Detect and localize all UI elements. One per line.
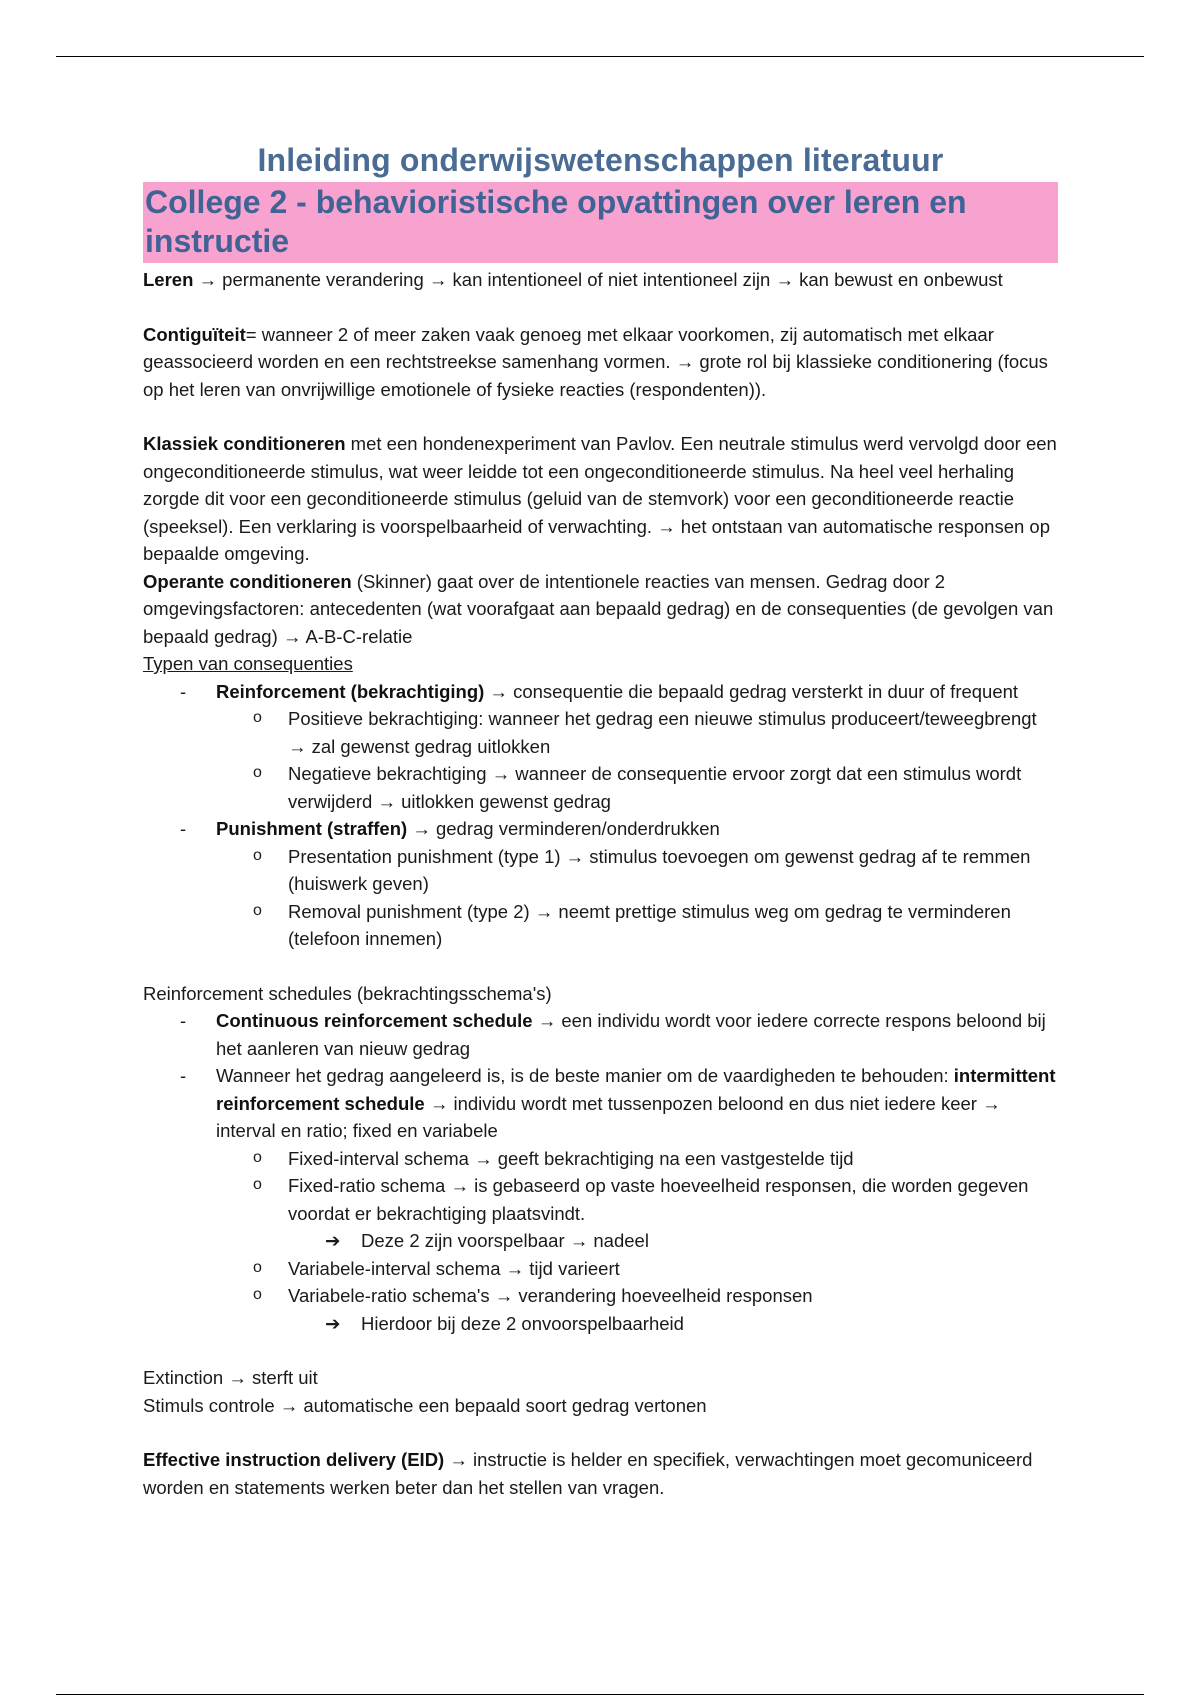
term-klassiek: Klassiek conditioneren <box>143 433 346 454</box>
bottom-rule <box>56 1694 1144 1695</box>
document-page <box>143 140 1058 1501</box>
list-item <box>143 1062 1058 1145</box>
paragraph-klassiek <box>143 430 1058 568</box>
term-reinforcement: Reinforcement (bekrachtiging) <box>216 680 485 702</box>
paragraph-contiguiteit <box>143 321 1058 404</box>
list-item <box>143 678 1058 706</box>
text-reinforcement: → consequentie die bepaald gedrag versterkt in duur of frequent <box>484 680 1019 702</box>
list-item: o Negatieve bekrachtiging → wanneer de consequentie ervoor zorgt dat een stimulus wordt verwijderd → uitlokken gewenst gedrag <box>143 760 1058 815</box>
term-continuous: Continuous reinforcement schedule <box>216 1010 533 1031</box>
term-punishment: Punishment (straffen) <box>216 818 408 839</box>
arrow-note: ➔ Hierdoor bij deze 2 onvoorspelbaarheid <box>143 1310 1058 1338</box>
term-leren: Leren <box>143 269 194 290</box>
text-continuous: → een individu wordt voor iedere correcte respons beloond bij het aanleren van nieuw gedrag <box>216 1010 1046 1059</box>
list-item: o Fixed-ratio schema → is gebaseerd op vaste hoeveelheid responsen, die worden gegeven voordat er bekrachtiging plaatsvindt. <box>143 1172 1058 1227</box>
paragraph-operant <box>143 568 1058 651</box>
arrow-note: ➔ Deze 2 zijn voorspelbaar → nadeel <box>143 1227 1058 1255</box>
list-item: o Removal punishment (type 2) → neemt prettige stimulus weg om gedrag te verminderen (telefoon innemen) <box>143 898 1058 953</box>
text-operant: (Skinner) gaat over de intentionele reacties van mensen. Gedrag door 2 omgevingsfactoren: antecedenten (wat voorafgaat aan bepaald gedrag) en de consequenties (de gevolgen van bepaald gedrag) → A-B-C-relatie <box>143 570 1054 647</box>
list-item: o Presentation punishment (type 1) → stimulus toevoegen om gewenst gedrag af te remmen (huiswerk geven) <box>143 843 1058 898</box>
college-heading: College 2 - behavioristische opvattingen over leren en instructie <box>143 182 1058 263</box>
text-intermittent: → individu wordt met tussenpozen beloond en dus niet iedere keer → interval en ratio; fixed en variabele <box>216 1092 1001 1141</box>
text-intermittent-pre: Wanneer het gedrag aangeleerd is, is de beste manier om de vaardigheden te behouden: <box>216 1065 954 1086</box>
list-item: o Positieve bekrachtiging: wanneer het gedrag een nieuwe stimulus produceert/teweegbrengt → zal gewenst gedrag uitlokken <box>143 705 1058 760</box>
paragraph-stimulus-control: Stimuls controle → automatische een bepaald soort gedrag vertonen <box>143 1394 707 1416</box>
list-item <box>143 1007 1058 1062</box>
text-klassiek: met een hondenexperiment van Pavlov. Een neutrale stimulus werd vervolgd door een ongeconditioneerde stimulus, wat weer leidde tot een ongeconditioneerde stimulus. Na heel veel herhaling zorgde dit voor een geconditioneerde stimulus (geluid van de stemvork) voor een geconditioneerde reactie (speeksel). Een verklaring is voorspelbaarheid of verwachting. → het ontstaan van automatische responsen op bepaalde omgeving. <box>143 433 1057 564</box>
top-rule <box>56 56 1144 57</box>
list-item: o Fixed-interval schema → geeft bekrachtiging na een vastgestelde tijd <box>143 1145 1058 1173</box>
term-intermittent: intermittent reinforcement schedule <box>216 1065 1056 1114</box>
term-eid: Effective instruction delivery (EID) <box>143 1449 445 1470</box>
document-title: Inleiding onderwijswetenschappen literatuur <box>257 142 944 178</box>
paragraph-extinction: Extinction → sterft uit <box>143 1367 318 1388</box>
text-punishment: → gedrag verminderen/onderdrukken <box>407 818 720 839</box>
paragraph-eid <box>143 1446 1058 1501</box>
list-consequenties <box>143 678 1058 953</box>
list-item: o Variabele-ratio schema's → verandering hoeveelheid responsen <box>143 1282 1058 1310</box>
text-eid: → instructie is helder en specifiek, verwachtingen moet gecomuniceerd worden en statements werken beter dan het stellen van vragen. <box>143 1449 1033 1498</box>
document-body <box>143 266 1058 1501</box>
heading-schedules: Reinforcement schedules (bekrachtingsschema's) <box>143 982 552 1004</box>
text-leren: → permanente verandering → kan intentioneel of niet intentioneel zijn → kan bewust en onbewust <box>193 269 1003 290</box>
list-schedules <box>143 1007 1058 1337</box>
paragraph-leren <box>143 266 1058 294</box>
heading-consequenties: Typen van consequenties <box>143 653 353 674</box>
list-item <box>143 815 1058 843</box>
term-operant: Operante conditioneren <box>143 570 352 592</box>
term-contiguiteit: Contiguïteit <box>143 323 246 345</box>
list-item: o Variabele-interval schema → tijd varieert <box>143 1255 1058 1283</box>
text-contiguiteit: = wanneer 2 of meer zaken vaak genoeg met elkaar voorkomen, zij automatisch met elkaar geassocieerd worden en een rechtstreekse samenhang vormen. → grote rol bij klassieke conditionering (focus op het leren van onvrijwillige emotionele of fysieke reacties (respondenten)). <box>143 323 1048 400</box>
